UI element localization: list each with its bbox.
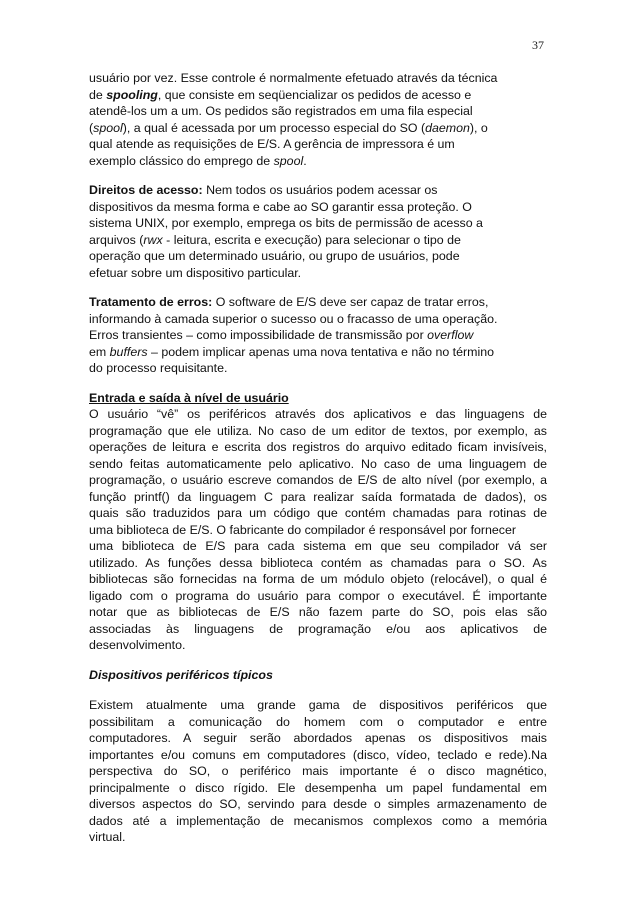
text-line: virtual. [89, 830, 126, 844]
paragraph-access-rights [89, 182, 547, 281]
text-line: programação, o usuário escreve comandos de E/S de alto nível (por exemplo, a [89, 473, 547, 487]
term-error-handling: Tratamento de erros: [89, 295, 213, 309]
text-line: arquivos (rwx - leitura, escrita e execução) para selecionar o tipo de [89, 232, 461, 247]
paragraph-error-handling [89, 294, 547, 377]
section-heading: Entrada e saída à nível de usuário [89, 390, 289, 405]
text-line: importantes e/ou comuns em computadores (disco, vídeo, teclado e rede).Na [89, 747, 547, 762]
text-line: usuário por vez. Esse controle é normalmente efetuado através da técnica [89, 71, 498, 85]
text-line: notar que as bibliotecas de E/S não fazem parte do SO, pois elas são [89, 605, 547, 619]
document-body [89, 70, 547, 859]
text-line: desenvolvimento. [89, 638, 186, 652]
text-line: Existem atualmente uma grande gama de dispositivos periféricos que [89, 698, 547, 712]
text-line: efetuar sobre um dispositivo particular. [89, 265, 302, 280]
text-line: associadas às linguagens de programação e/ou aos aplicativos de [89, 621, 547, 636]
page-number: 37 [532, 38, 544, 52]
text-line: qual atende as requisições de E/S. A gerência de impressora é um [89, 137, 455, 151]
section-heading: Dispositivos periféricos típicos [89, 667, 273, 682]
section-user-level-io [89, 390, 547, 654]
text-line: exemplo clássico do emprego de spool. [89, 153, 307, 168]
text-line: uma biblioteca de E/S para cada sistema em que seu compilador vá ser [89, 539, 547, 553]
text-line: computadores. A seguir serão abordados apenas os dispositivos mais [89, 731, 547, 745]
paragraph-spooling [89, 70, 547, 169]
term-access-rights: Direitos de acesso: [89, 183, 203, 197]
text-line: do processo requisitante. [89, 361, 228, 375]
text-line: possibilitam a comunicação do homem com o computador e entre [89, 714, 547, 729]
text-line: diversos aspectos do SO, servindo para desde o simples armazenamento de [89, 797, 547, 811]
emphasis-spooling: spooling [106, 87, 158, 102]
text-line: bibliotecas são fornecidas na forma de um módulo objeto (relocável), o qual é [89, 572, 547, 586]
text-line: quais são traduzidos para um código que contém chamadas para rotinas de [89, 506, 547, 520]
text-line: Direitos de acesso: Nem todos os usuários podem acessar os [89, 183, 438, 197]
text-line: O usuário “vê” os periféricos através dos aplicativos e das linguagens de [89, 407, 547, 421]
text-line: ligado com o programa do usuário para compor o executável. É importante [89, 588, 547, 603]
text-line: Erros transientes – como impossibilidade de transmissão por overflow [89, 328, 474, 342]
text-line: programação que ele utiliza. No caso de um editor de textos, por exemplo, as [89, 423, 547, 438]
text-line: principalmente o disco rígido. Ele desempenha um papel fundamental em [89, 780, 547, 795]
text-line: função printf() da linguagem C para realizar saída formatada de dados), os [89, 489, 547, 504]
text-line: perspectiva do SO, o periférico mais importante é o disco magnético, [89, 764, 547, 778]
text-line: operação que um determinado usuário, ou grupo de usuários, pode [89, 249, 460, 263]
text-line: Tratamento de erros: O software de E/S deve ser capaz de tratar erros, [89, 295, 489, 309]
text-line: (spool), a qual é acessada por um processo especial do SO (daemon), o [89, 120, 488, 135]
text-line: uma biblioteca de E/S. O fabricante do compilador é responsável por fornecer [89, 522, 517, 537]
text-line: atendê-los um a um. Os pedidos são registrados em uma fila especial [89, 104, 473, 118]
text-line: dados até a implementação de mecanismos complexos como a memória [89, 813, 547, 828]
text-line: utilizado. As funções dessa biblioteca contém as chamadas para o SO. As [89, 555, 547, 570]
text-line: sistema UNIX, por exemplo, emprega os bits de permissão de acesso a [89, 216, 483, 230]
text-line: dispositivos da mesma forma e cabe ao SO garantir essa proteção. O [89, 199, 472, 214]
section-typical-peripherals [89, 667, 547, 846]
text-line: informando à camada superior o sucesso ou o fracasso de uma operação. [89, 311, 498, 326]
text-line: de spooling, que consiste em seqüencializar os pedidos de acesso e [89, 87, 472, 102]
text-line: sendo feitas automaticamente pelo aplicativo. No caso de uma linguagem de [89, 456, 547, 471]
text-line: operações de leitura e escrita dos registros do arquivo editado ficam invisíveis, [89, 440, 547, 454]
text-line: em buffers – podem implicar apenas uma nova tentativa e não no término [89, 344, 495, 359]
